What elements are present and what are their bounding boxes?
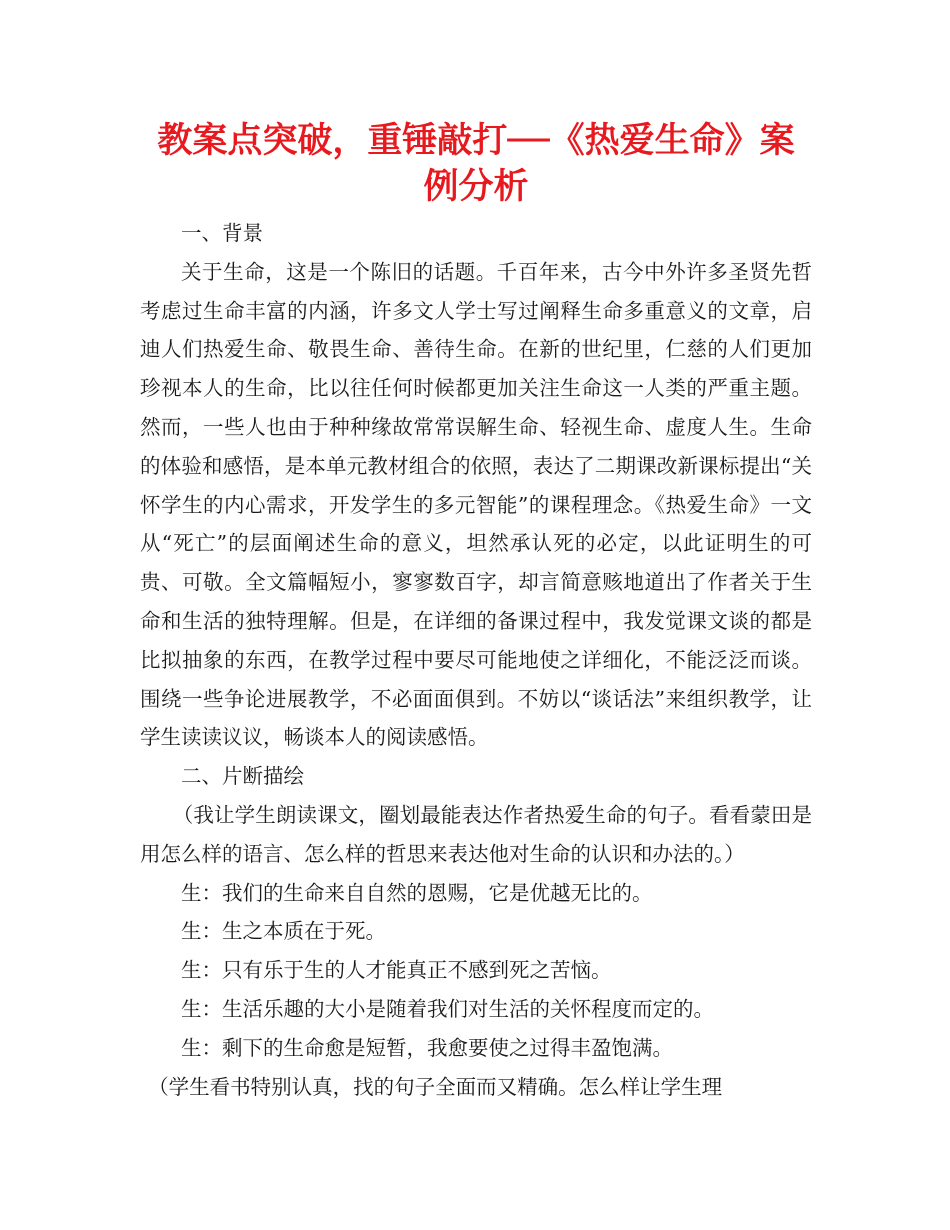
section-heading-fragment: 二、片断描绘 — [181, 764, 304, 789]
document-body — [140, 214, 812, 1106]
document-page — [140, 118, 812, 1106]
student-quote: 生：生活乐趣的大小是随着我们对生活的关怀程度而定的。 — [181, 996, 714, 1021]
student-quote: 生：只有乐于生的人才能真正不感到死之苦恼。 — [181, 958, 612, 983]
paragraph-note: （学生看书特别认真，找的句子全面而又精确。怎么样让学生理 — [148, 1074, 723, 1099]
student-quote: 生：我们的生命来自自然的恩赐，它是优越无比的。 — [181, 880, 653, 905]
document-title: 教案点突破，重锤敲打──《热爱生命》案例分析 — [157, 121, 795, 207]
student-quote: 生：剩下的生命愈是短暂，我愈要使之过得丰盈饱满。 — [181, 1035, 673, 1060]
paragraph-background: 关于生命，这是一个陈旧的话题。千百年来，古今中外许多圣贤先哲考虑过生命丰富的内涵，许多文人学士写过阐释生命多重意义的文章，启迪人们热爱生命、敬畏生命、善待生命。在新的世纪里，仁慈的人们更加珍视本人的生命，比以往任何时候都更加关注生命这一人类的严重主题。然而，一些人也由于种种缘故常常误解生命、轻视生命、虚度人生。生命的体验和感悟，是本单元教材组合的依照，表达了二期课改新课标提出“关怀学生的内心需求，开发学生的多元智能”的课程理念。《热爱生命》一文从“死亡”的层面阐述生命的意义，坦然承认死的必定，以此证明生的可贵、可敬。全文篇幅短小，寥寥数百字，却言简意赅地道出了作者关于生命和生活的独特理解。但是，在详细的备课过程中，我发觉课文谈的都是比拟抽象的东西，在教学过程中要尽可能地使之详细化，不能泛泛而谈。围绕一些争论进展教学，不必面面俱到。不妨以“谈话法”来组织教学，让学生读读议议，畅谈本人的阅读感悟。 — [140, 259, 812, 750]
student-quote: 生：生之本质在于死。 — [181, 919, 386, 944]
section-heading-background: 一、背景 — [181, 221, 263, 245]
paragraph-instruction: （我让学生朗读课文，圈划最能表达作者热爱生命的句子。看看蒙田是用怎么样的语言、怎么样的哲思来表达他对生命的认识和办法的。） — [140, 802, 812, 866]
